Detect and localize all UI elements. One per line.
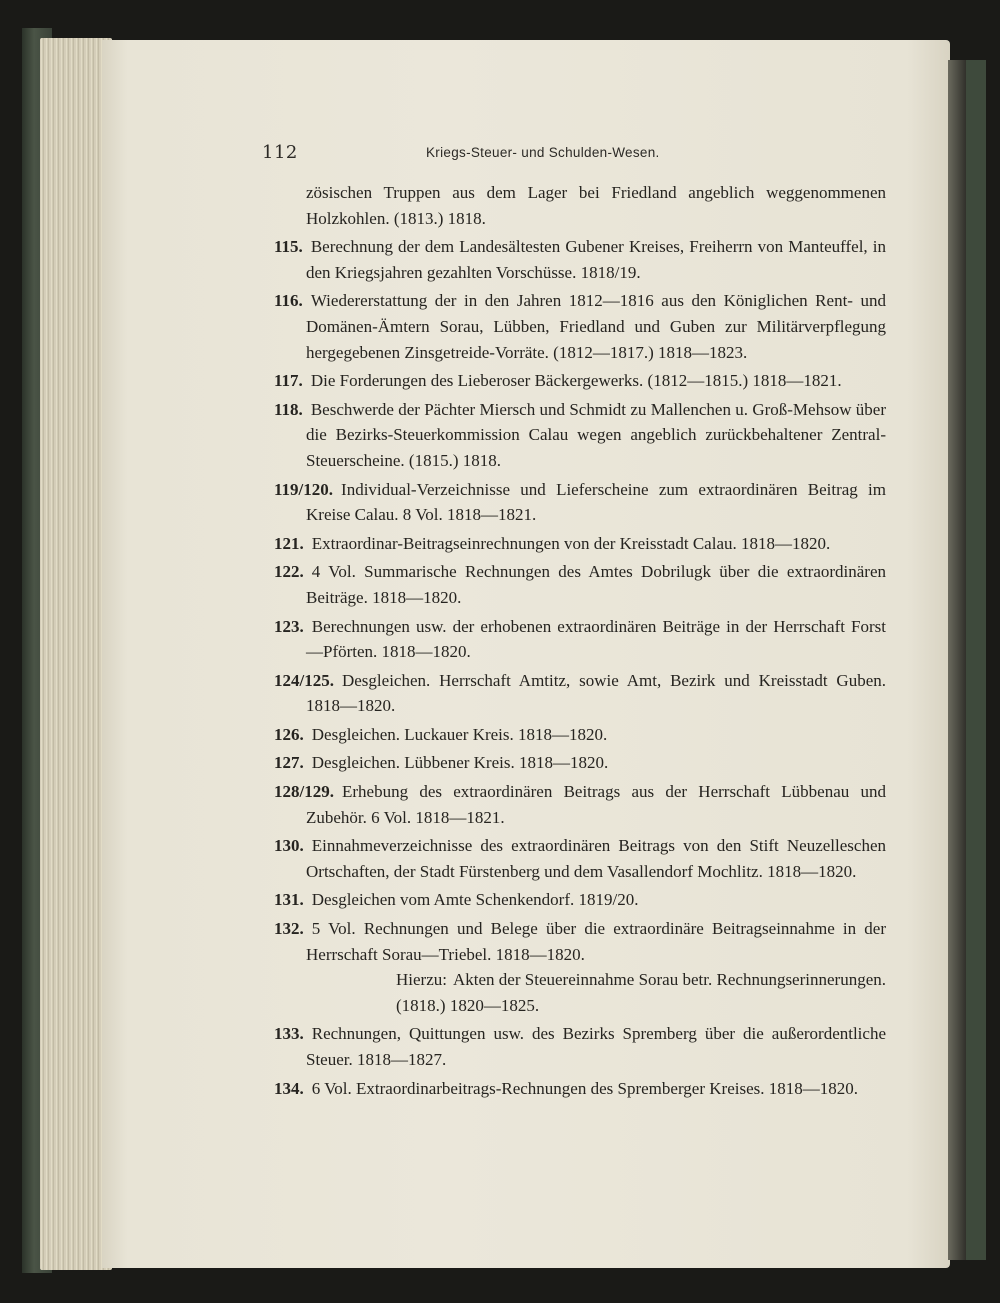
- list-item: [274, 916, 886, 967]
- entry-number: 118.: [274, 399, 303, 419]
- entry-number: 128/129.: [274, 782, 334, 802]
- entry-text: zösischen Truppen aus dem Lager bei Friedland angeblich weggenommenen Holzkohlen. (1813.) 1818.: [306, 183, 886, 228]
- entry-text: Individual-Verzeichnisse und Lieferscheine zum extraordinären Beitrag im Kreise Calau. 8 Vol. 1818—1821.: [306, 479, 886, 525]
- entry-number: 133.: [274, 1024, 304, 1044]
- list-item: [274, 722, 886, 748]
- entry-text: Extraordinar-Beitragseinrechnungen von der Kreisstadt Calau. 1818—1820.: [311, 533, 831, 553]
- page-number: 112: [262, 142, 298, 163]
- running-head: [262, 142, 902, 166]
- list-item: [274, 1076, 886, 1102]
- entry-text: Die Forderungen des Lieberoser Bäckergewerks. (1812—1815.) 1818—1821.: [310, 371, 842, 391]
- list-item: [274, 750, 886, 776]
- entry-text: 5 Vol. Rechnungen und Belege über die extraordinäre Beitragseinnahme in der Herrschaft Sorau—Triebel. 1818—1820.: [306, 919, 886, 964]
- entry-number: 116.: [274, 291, 303, 311]
- entry-number: 126.: [274, 724, 304, 744]
- entry-list: [274, 180, 886, 1101]
- list-item: [274, 887, 886, 913]
- list-item: [274, 833, 886, 884]
- list-item: [274, 559, 886, 610]
- note-label: Hierzu:: [396, 970, 447, 990]
- entry-text: Desgleichen. Lübbener Kreis. 1818—1820.: [311, 753, 609, 773]
- entry-number: 119/120.: [274, 479, 334, 499]
- list-item: [274, 368, 886, 394]
- entry-text: Beschwerde der Pächter Miersch und Schmidt zu Mallenchen u. Groß-Mehsow über die Bezirks-Steuerkommission Calau wegen angeblich zurückbehaltener Zentral-Steuerscheine. (1815.) 1818.: [306, 399, 886, 470]
- entry-text: Desgleichen vom Amte Schenkendorf. 1819/20.: [311, 890, 639, 910]
- entry-number: 121.: [274, 533, 304, 553]
- entry-text: 4 Vol. Summarische Rechnungen des Amtes Dobrilugk über die extraordinären Beiträge. 1818—1820.: [306, 562, 886, 607]
- entry-number: 134.: [274, 1078, 304, 1098]
- entry-text: Desgleichen. Luckauer Kreis. 1818—1820.: [311, 724, 608, 744]
- list-item: [274, 779, 886, 830]
- entry-number: 117.: [274, 371, 303, 391]
- list-item: [274, 531, 886, 557]
- entry-text: Wiedererstattung der in den Jahren 1812—1816 aus den Königlichen Rent- und Domänen-Ämtern Sorau, Lübben, Friedland und Guben zur Militärverpflegung hergegebenen Zinsgetreide-Vorräte. (1812—1817.) 1818—1823.: [306, 291, 886, 362]
- entry-text: Einnahmeverzeichnisse des extraordinären Beitrags von den Stift Neuzelleschen Ortschaften, der Stadt Fürstenberg und dem Vasallendorf Mochlitz. 1818—1820.: [306, 836, 886, 881]
- entry-number: 115.: [274, 237, 303, 257]
- list-item: [274, 1021, 886, 1072]
- list-item: [274, 288, 886, 365]
- entry-number: 122.: [274, 562, 304, 582]
- list-item: [274, 668, 886, 719]
- entry-number: 131.: [274, 890, 304, 910]
- note-text: Akten der Steuereinnahme Sorau betr. Rechnungserinnerungen. (1818.) 1820—1825.: [396, 970, 886, 1015]
- entry-number: 123.: [274, 616, 304, 636]
- entry-text: Desgleichen. Herrschaft Amtitz, sowie Amt, Bezirk und Kreisstadt Guben. 1818—1820.: [306, 670, 886, 716]
- entry-text: Berechnung der dem Landesältesten Gubener Kreises, Freiherrn von Manteuffel, in den Kriegsjahren gezahlten Vorschüsse. 1818/19.: [306, 237, 886, 282]
- running-title: Kriegs-Steuer- und Schulden-Wesen.: [426, 145, 660, 160]
- list-item: [274, 234, 886, 285]
- entry-text: Rechnungen, Quittungen usw. des Bezirks Spremberg über die außerordentliche Steuer. 1818—1827.: [306, 1024, 886, 1069]
- entry-number: 130.: [274, 836, 304, 856]
- facing-cover-edge: [966, 60, 986, 1260]
- list-item: [274, 614, 886, 665]
- entry-text: Erhebung des extraordinären Beitrags aus der Herrschaft Lübbenau und Zubehör. 6 Vol. 1818—1821.: [306, 782, 886, 827]
- entry-text: 6 Vol. Extraordinarbeitrags-Rechnungen des Spremberger Kreises. 1818—1820.: [311, 1078, 858, 1098]
- entry-number: 124/125.: [274, 670, 334, 690]
- list-item: [274, 477, 886, 528]
- entry-number: 132.: [274, 919, 304, 939]
- entry-number: 127.: [274, 753, 304, 773]
- entry-text: Berechnungen usw. der erhobenen extraordinären Beiträge in der Herrschaft Forst—Pförten. 1818—1820.: [306, 616, 886, 662]
- entry-note: [274, 967, 886, 1018]
- list-item: [274, 180, 886, 231]
- gutter-shadow: [948, 60, 968, 1260]
- list-item: [274, 397, 886, 474]
